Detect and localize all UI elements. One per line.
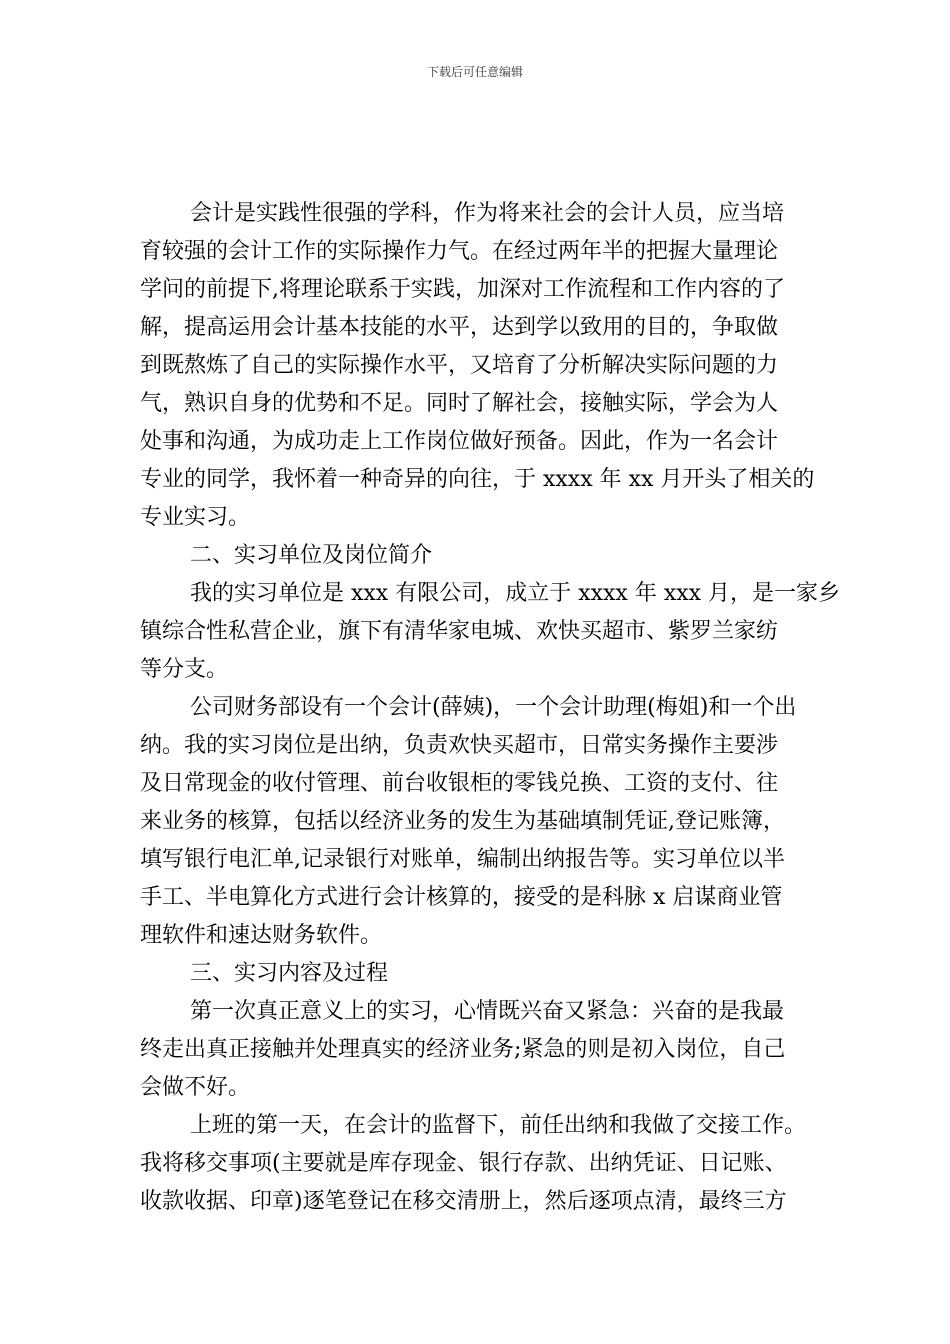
- text-line: 会做不好。: [140, 1075, 251, 1100]
- text-line: 专业的同学，我怀着一种奇异的向往，于 xxxx 年 xx 月开头了相关的: [140, 467, 815, 492]
- text-line: 专业实习。: [140, 505, 251, 530]
- text-line: 会计是实践性很强的学科，作为将来社会的会计人员，应当培: [190, 201, 785, 226]
- text-line: 理软件和速达财务软件。: [140, 923, 383, 948]
- document-body: [140, 195, 841, 1221]
- text-line: 处事和沟通，为成功走上工作岗位做好预备。因此，作为一名会计: [140, 429, 779, 454]
- text-line: 学问的前提下,将理论联系于实践，加深对工作流程和工作内容的了: [140, 277, 785, 302]
- text-line: 到既熬炼了自己的实际操作水平，又培育了分析解决实际问题的力: [140, 353, 779, 378]
- text-line: 终走出真正接触并处理真实的经济业务;紧急的则是初入岗位，自己: [140, 1037, 786, 1062]
- text-line: 来业务的核算，包括以经济业务的发生为基础填制凭证,登记账簿，: [140, 809, 785, 834]
- text-line: 三、实习内容及过程: [190, 961, 389, 986]
- text-line: 填写银行电汇单,记录银行对账单，编制出纳报告等。实习单位以半: [140, 847, 785, 872]
- text-line: 及日常现金的收付管理、前台收银柜的零钱兑换、工资的支付、往: [140, 771, 779, 796]
- text-line: 收款收据、印章)逐笔登记在移交清册上，然后逐项点清，最终三方: [140, 1189, 787, 1214]
- text-line: 纳。我的实习岗位是出纳，负责欢快买超市，日常实务操作主要涉: [140, 733, 779, 758]
- text-line: 我的实习单位是 xxx 有限公司，成立于 xxxx 年 xxx 月，是一家乡: [190, 581, 841, 606]
- text-line: 第一次真正意义上的实习，心情既兴奋又紧急：兴奋的是我最: [190, 999, 785, 1024]
- text-line: 我将移交事项(主要就是库存现金、银行存款、出纳凭证、日记账、: [140, 1151, 787, 1176]
- text-line: 手工、半电算化方式进行会计核算的，接受的是科脉 x 启谋商业管: [140, 885, 783, 910]
- text-line: 解，提高运用会计基本技能的水平，达到学以致用的目的，争取做: [140, 315, 779, 340]
- text-line: 气，熟识自身的优势和不足。同时了解社会，接触实际，学会为人: [140, 391, 779, 416]
- text-line: 等分支。: [140, 657, 229, 682]
- text-line: 二、实习单位及岗位简介: [190, 543, 433, 568]
- page-header: 下载后可任意编辑: [426, 65, 523, 79]
- text-line: 镇综合性私营企业，旗下有清华家电城、欢快买超市、紫罗兰家纺: [140, 619, 779, 644]
- text-line: 育较强的会计工作的实际操作力气。在经过两年半的把握大量理论: [140, 239, 779, 264]
- text-line: 公司财务部设有一个会计(薛姨)，一个会计助理(梅姐)和一个出: [190, 695, 797, 720]
- text-line: 上班的第一天，在会计的监督下，前任出纳和我做了交接工作。: [190, 1113, 807, 1138]
